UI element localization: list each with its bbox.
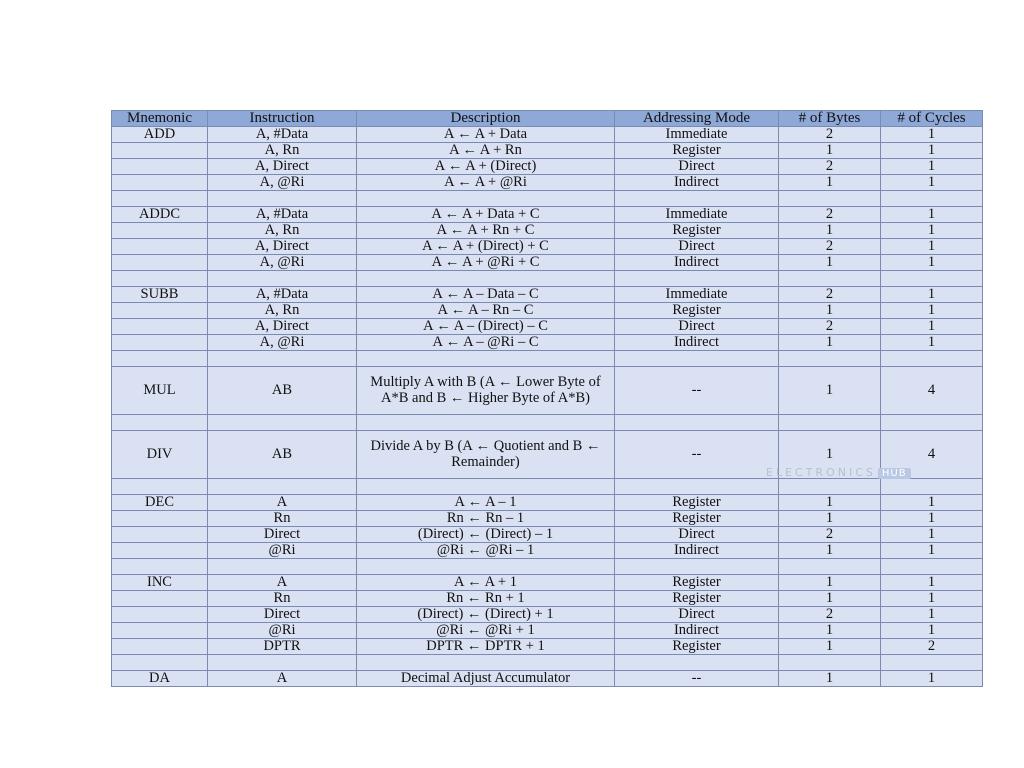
cell-addressing-mode: Immediate — [615, 127, 779, 143]
cell-description: A ← A + (Direct) — [357, 159, 615, 175]
table-row — [112, 591, 983, 607]
cell-instruction: Direct — [208, 527, 357, 543]
cell-description: @Ri ← @Ri + 1 — [357, 623, 615, 639]
cell-description: A ← A + Rn + C — [357, 223, 615, 239]
cell-addressing-mode: Indirect — [615, 543, 779, 559]
cell-bytes: 1 — [779, 543, 881, 559]
cell-bytes: 1 — [779, 591, 881, 607]
empty-cell — [112, 271, 208, 287]
empty-cell — [112, 479, 208, 495]
cell-mnemonic — [112, 223, 208, 239]
cell-addressing-mode: Direct — [615, 159, 779, 175]
cell-cycles: 1 — [881, 319, 983, 335]
cell-mnemonic: DEC — [112, 495, 208, 511]
cell-addressing-mode: -- — [615, 367, 779, 415]
cell-addressing-mode: Direct — [615, 239, 779, 255]
cell-bytes: 1 — [779, 335, 881, 351]
cell-description: A ← A – 1 — [357, 495, 615, 511]
empty-cell — [779, 415, 881, 431]
cell-instruction: A, @Ri — [208, 175, 357, 191]
empty-cell — [357, 655, 615, 671]
empty-cell — [208, 655, 357, 671]
cell-bytes: 1 — [779, 495, 881, 511]
cell-mnemonic — [112, 175, 208, 191]
empty-cell — [615, 271, 779, 287]
empty-cell — [208, 271, 357, 287]
cell-instruction: A, #Data — [208, 287, 357, 303]
cell-addressing-mode: Direct — [615, 319, 779, 335]
cell-bytes: 1 — [779, 511, 881, 527]
cell-addressing-mode: -- — [615, 671, 779, 687]
cell-instruction: AB — [208, 367, 357, 415]
cell-description: A ← A – Rn – C — [357, 303, 615, 319]
table-row — [112, 159, 983, 175]
empty-cell — [208, 415, 357, 431]
cell-instruction: A, Direct — [208, 319, 357, 335]
table-body — [112, 127, 983, 687]
table-row — [112, 175, 983, 191]
header-mnemonic: Mnemonic — [112, 111, 208, 127]
cell-mnemonic: INC — [112, 575, 208, 591]
cell-description: Rn ← Rn + 1 — [357, 591, 615, 607]
empty-cell — [615, 479, 779, 495]
cell-bytes: 2 — [779, 207, 881, 223]
cell-description: (Direct) ← (Direct) – 1 — [357, 527, 615, 543]
cell-addressing-mode: Immediate — [615, 207, 779, 223]
spacer-row — [112, 191, 983, 207]
cell-bytes: 1 — [779, 143, 881, 159]
cell-cycles: 1 — [881, 623, 983, 639]
empty-cell — [357, 191, 615, 207]
cell-cycles: 1 — [881, 303, 983, 319]
empty-cell — [112, 559, 208, 575]
cell-description: A ← A + Data — [357, 127, 615, 143]
cell-cycles: 1 — [881, 511, 983, 527]
cell-description: A ← A + @Ri — [357, 175, 615, 191]
empty-cell — [615, 351, 779, 367]
empty-cell — [881, 351, 983, 367]
cell-bytes: 2 — [779, 127, 881, 143]
empty-cell — [357, 559, 615, 575]
empty-cell — [208, 191, 357, 207]
table-row — [112, 223, 983, 239]
empty-cell — [881, 655, 983, 671]
cell-addressing-mode: Immediate — [615, 287, 779, 303]
cell-cycles: 1 — [881, 287, 983, 303]
table-row — [112, 495, 983, 511]
spacer-row — [112, 351, 983, 367]
empty-cell — [615, 655, 779, 671]
cell-mnemonic — [112, 639, 208, 655]
table-row — [112, 143, 983, 159]
cell-cycles: 1 — [881, 223, 983, 239]
cell-cycles: 1 — [881, 543, 983, 559]
cell-instruction: @Ri — [208, 623, 357, 639]
cell-instruction: A — [208, 671, 357, 687]
cell-mnemonic: SUBB — [112, 287, 208, 303]
cell-description: Multiply A with B (A ← Lower Byte of A*B and B ← Higher Byte of A*B) — [357, 367, 615, 415]
cell-instruction: A, Rn — [208, 223, 357, 239]
cell-description: @Ri ← @Ri – 1 — [357, 543, 615, 559]
cell-mnemonic — [112, 319, 208, 335]
table-row — [112, 287, 983, 303]
cell-addressing-mode: Indirect — [615, 623, 779, 639]
cell-bytes: 1 — [779, 639, 881, 655]
table-row — [112, 671, 983, 687]
header-cycles: # of Cycles — [881, 111, 983, 127]
cell-description: A ← A – Data – C — [357, 287, 615, 303]
cell-addressing-mode: Register — [615, 639, 779, 655]
cell-addressing-mode: Register — [615, 511, 779, 527]
table-row — [112, 607, 983, 623]
empty-cell — [357, 415, 615, 431]
cell-mnemonic — [112, 607, 208, 623]
cell-mnemonic: MUL — [112, 367, 208, 415]
cell-cycles: 1 — [881, 495, 983, 511]
header-instruction: Instruction — [208, 111, 357, 127]
cell-instruction: A, @Ri — [208, 335, 357, 351]
cell-bytes: 2 — [779, 319, 881, 335]
cell-description: Divide A by B (A ← Quotient and B ← Remainder) — [357, 431, 615, 479]
header-bytes: # of Bytes — [779, 111, 881, 127]
cell-bytes: 2 — [779, 239, 881, 255]
cell-cycles: 1 — [881, 607, 983, 623]
cell-cycles: 1 — [881, 143, 983, 159]
empty-cell — [112, 655, 208, 671]
cell-addressing-mode: Register — [615, 303, 779, 319]
header-addressing-mode: Addressing Mode — [615, 111, 779, 127]
cell-mnemonic — [112, 335, 208, 351]
table-row — [112, 255, 983, 271]
cell-bytes: 2 — [779, 527, 881, 543]
empty-cell — [112, 351, 208, 367]
instruction-table — [111, 110, 983, 687]
empty-cell — [615, 559, 779, 575]
empty-cell — [615, 191, 779, 207]
table-row — [112, 303, 983, 319]
watermark-text: ELECTRONICS — [766, 466, 876, 479]
cell-bytes: 1 — [779, 367, 881, 415]
table-row — [112, 639, 983, 655]
cell-bytes: 1 — [779, 431, 881, 479]
cell-instruction: A, @Ri — [208, 255, 357, 271]
cell-cycles: 1 — [881, 335, 983, 351]
watermark-badge: HUB — [878, 468, 911, 479]
cell-bytes: 1 — [779, 175, 881, 191]
cell-cycles: 4 — [881, 367, 983, 415]
table-row — [112, 575, 983, 591]
spacer-row — [112, 415, 983, 431]
table-row — [112, 319, 983, 335]
cell-instruction: Rn — [208, 511, 357, 527]
cell-bytes: 1 — [779, 223, 881, 239]
cell-mnemonic — [112, 511, 208, 527]
cell-cycles: 1 — [881, 255, 983, 271]
empty-cell — [779, 191, 881, 207]
cell-instruction: AB — [208, 431, 357, 479]
empty-cell — [779, 351, 881, 367]
cell-cycles: 1 — [881, 207, 983, 223]
empty-cell — [357, 351, 615, 367]
cell-description: (Direct) ← (Direct) + 1 — [357, 607, 615, 623]
cell-mnemonic — [112, 591, 208, 607]
cell-bytes: 2 — [779, 159, 881, 175]
cell-cycles: 1 — [881, 527, 983, 543]
cell-instruction: A, Direct — [208, 239, 357, 255]
cell-bytes: 2 — [779, 287, 881, 303]
cell-description: A ← A + @Ri + C — [357, 255, 615, 271]
spacer-row — [112, 479, 983, 495]
cell-addressing-mode: Register — [615, 575, 779, 591]
cell-mnemonic — [112, 623, 208, 639]
table-row — [112, 239, 983, 255]
cell-cycles: 1 — [881, 575, 983, 591]
cell-mnemonic: ADDC — [112, 207, 208, 223]
table-row — [112, 511, 983, 527]
cell-cycles: 1 — [881, 239, 983, 255]
cell-mnemonic — [112, 543, 208, 559]
cell-mnemonic — [112, 159, 208, 175]
cell-bytes: 1 — [779, 255, 881, 271]
cell-bytes: 1 — [779, 575, 881, 591]
cell-cycles: 4 — [881, 431, 983, 479]
cell-description: A ← A – (Direct) – C — [357, 319, 615, 335]
cell-bytes: 2 — [779, 607, 881, 623]
cell-addressing-mode: Direct — [615, 607, 779, 623]
cell-description: DPTR ← DPTR + 1 — [357, 639, 615, 655]
watermark-logo — [766, 466, 911, 479]
cell-bytes: 1 — [779, 671, 881, 687]
cell-addressing-mode: Indirect — [615, 175, 779, 191]
cell-cycles: 1 — [881, 159, 983, 175]
spacer-row — [112, 559, 983, 575]
cell-instruction: @Ri — [208, 543, 357, 559]
cell-mnemonic: DA — [112, 671, 208, 687]
empty-cell — [615, 415, 779, 431]
header-row — [112, 111, 983, 127]
cell-cycles: 1 — [881, 127, 983, 143]
cell-mnemonic — [112, 143, 208, 159]
cell-description: A ← A + 1 — [357, 575, 615, 591]
cell-description: Decimal Adjust Accumulator — [357, 671, 615, 687]
header-description: Description — [357, 111, 615, 127]
table-row — [112, 367, 983, 415]
cell-instruction: Direct — [208, 607, 357, 623]
cell-addressing-mode: Register — [615, 495, 779, 511]
cell-instruction: A, Rn — [208, 143, 357, 159]
cell-addressing-mode: Register — [615, 223, 779, 239]
cell-instruction: DPTR — [208, 639, 357, 655]
empty-cell — [208, 479, 357, 495]
empty-cell — [208, 351, 357, 367]
cell-description: A ← A – @Ri – C — [357, 335, 615, 351]
cell-mnemonic — [112, 239, 208, 255]
cell-instruction: A, #Data — [208, 127, 357, 143]
cell-addressing-mode: Indirect — [615, 255, 779, 271]
table-row — [112, 527, 983, 543]
cell-instruction: A, Rn — [208, 303, 357, 319]
cell-addressing-mode: -- — [615, 431, 779, 479]
spacer-row — [112, 271, 983, 287]
cell-mnemonic — [112, 527, 208, 543]
cell-mnemonic — [112, 255, 208, 271]
table-row — [112, 207, 983, 223]
cell-cycles: 1 — [881, 671, 983, 687]
empty-cell — [881, 191, 983, 207]
cell-mnemonic — [112, 303, 208, 319]
cell-addressing-mode: Register — [615, 143, 779, 159]
table-row — [112, 335, 983, 351]
empty-cell — [112, 415, 208, 431]
cell-description: Rn ← Rn – 1 — [357, 511, 615, 527]
empty-cell — [112, 191, 208, 207]
cell-instruction: Rn — [208, 591, 357, 607]
cell-instruction: A — [208, 575, 357, 591]
empty-cell — [779, 655, 881, 671]
cell-mnemonic: ADD — [112, 127, 208, 143]
cell-addressing-mode: Register — [615, 591, 779, 607]
empty-cell — [779, 271, 881, 287]
table-row — [112, 543, 983, 559]
cell-instruction: A, #Data — [208, 207, 357, 223]
cell-instruction: A, Direct — [208, 159, 357, 175]
cell-description: A ← A + (Direct) + C — [357, 239, 615, 255]
empty-cell — [881, 415, 983, 431]
cell-addressing-mode: Indirect — [615, 335, 779, 351]
empty-cell — [779, 559, 881, 575]
cell-mnemonic: DIV — [112, 431, 208, 479]
empty-cell — [357, 479, 615, 495]
cell-description: A ← A + Rn — [357, 143, 615, 159]
cell-instruction: A — [208, 495, 357, 511]
empty-cell — [208, 559, 357, 575]
cell-bytes: 1 — [779, 623, 881, 639]
cell-cycles: 1 — [881, 591, 983, 607]
empty-cell — [881, 559, 983, 575]
spacer-row — [112, 655, 983, 671]
empty-cell — [881, 271, 983, 287]
cell-cycles: 2 — [881, 639, 983, 655]
table-row — [112, 623, 983, 639]
cell-bytes: 1 — [779, 303, 881, 319]
empty-cell — [779, 479, 881, 495]
table-row — [112, 127, 983, 143]
cell-addressing-mode: Direct — [615, 527, 779, 543]
cell-description: A ← A + Data + C — [357, 207, 615, 223]
empty-cell — [881, 479, 983, 495]
empty-cell — [357, 271, 615, 287]
cell-cycles: 1 — [881, 175, 983, 191]
